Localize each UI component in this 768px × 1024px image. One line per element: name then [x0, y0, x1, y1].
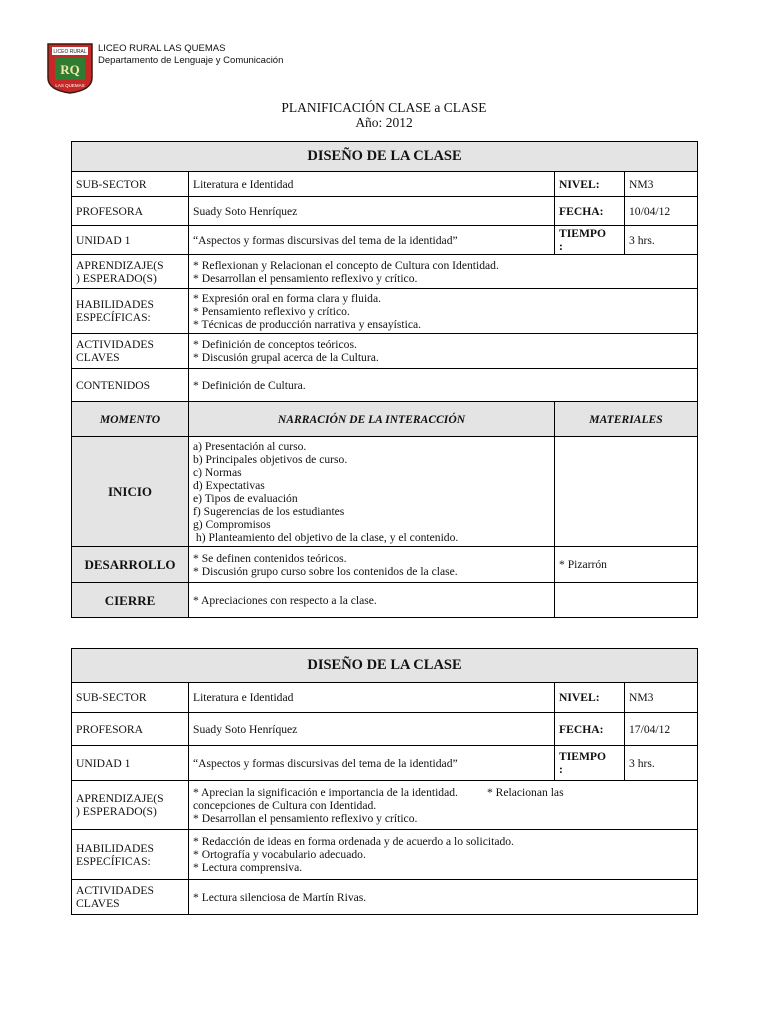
unidad-value: “Aspectos y formas discursivas del tema de la identidad” [189, 746, 555, 781]
logo-text-top: LICEO RURAL [53, 49, 87, 55]
cierre-narration: * Apreciaciones con respecto a la clase. [189, 583, 555, 618]
desarrollo-narration [189, 547, 555, 583]
actividades-value: * Lectura silenciosa de Martín Rivas. [189, 880, 698, 915]
list-item: d) Expectativas [193, 478, 265, 492]
aprendizajes-value [189, 781, 698, 830]
list-item: * Redacción de ideas en forma ordenada y de acuerdo a lo solicitado. [193, 835, 514, 848]
actividades-label-line: CLAVES [76, 351, 120, 364]
list-item: * Se definen contenidos teóricos. [193, 551, 347, 565]
list-item: concepciones de Cultura con Identidad. [193, 798, 377, 812]
table-heading: DISEÑO DE LA CLASE [72, 142, 698, 172]
contenidos-label: CONTENIDOS [72, 369, 189, 402]
aprendizajes-label-line: ) ESPERADO(S) [76, 271, 157, 285]
tiempo-value: 3 hrs. [625, 746, 698, 781]
tiempo-label [555, 746, 625, 781]
habilidades-value [189, 289, 698, 334]
list-item-text: * Aprecian la significación e importancia de la identidad. [193, 785, 458, 799]
column-header-narracion: NARRACIÓN DE LA INTERACCIÓN [189, 402, 555, 437]
habilidades-label-line: ESPECÍFICAS: [76, 311, 151, 324]
department-name: Departamento de Lenguaje y Comunicación [98, 55, 284, 66]
list-item: h) Planteamiento del objetivo de la clase, y el contenido. [193, 530, 459, 544]
aprendizajes-label-line: APRENDIZAJE(S [76, 792, 164, 805]
list-item: * Desarrollan el pensamiento reflexivo y crítico. [193, 811, 418, 825]
actividades-value [189, 334, 698, 369]
list-item: f) Sugerencias de los estudiantes [193, 504, 345, 518]
logo-text-bottom: LAS QUEMAS [55, 83, 85, 88]
actividades-label-line: ACTIVIDADES [76, 884, 154, 897]
list-item [193, 786, 693, 799]
fecha-value: 17/04/12 [625, 713, 698, 746]
tiempo-label-text: TIEMPO [559, 750, 607, 763]
habilidades-label [72, 289, 189, 334]
tiempo-value: 3 hrs. [625, 226, 698, 255]
list-item: a) Presentación al curso. [193, 439, 307, 453]
list-item: * Reflexionan y Relacionan el concepto de Cultura con Identidad. [193, 258, 499, 272]
column-header-momento: MOMENTO [72, 402, 189, 437]
list-item: * Ortografía y vocabulario adecuado. [193, 848, 366, 861]
habilidades-value [189, 830, 698, 880]
aprendizajes-label-line: APRENDIZAJE(S [76, 258, 164, 272]
list-item: * Técnicas de producción narrativa y ensayística. [193, 317, 422, 331]
habilidades-label-line: HABILIDADES [76, 841, 154, 855]
phase-desarrollo: DESARROLLO [72, 547, 189, 583]
list-item: * Definición de conceptos teóricos. [193, 338, 357, 351]
tiempo-label-colon: : [559, 240, 563, 253]
actividades-label-line: CLAVES [76, 897, 120, 910]
phase-cierre: CIERRE [72, 583, 189, 618]
inicio-materials [555, 437, 698, 547]
school-name: LICEO RURAL LAS QUEMAS [98, 43, 226, 54]
profesora-value: Suady Soto Henríquez [189, 197, 555, 226]
nivel-label: NIVEL: [555, 683, 625, 713]
list-item-text: * Relacionan las [486, 785, 564, 799]
list-item: * Expresión oral en forma clara y fluida. [193, 291, 382, 305]
fecha-label: FECHA: [555, 713, 625, 746]
habilidades-label-line: ESPECÍFICAS: [76, 854, 151, 868]
column-header-materiales: MATERIALES [555, 402, 698, 437]
list-item: * Lectura comprensiva. [193, 861, 303, 874]
tiempo-label-colon: : [559, 763, 563, 776]
list-item: * Pensamiento reflexivo y crítico. [193, 304, 350, 318]
list-item: * Discusión grupo curso sobre los contenidos de la clase. [193, 564, 458, 578]
document-year: Año: 2012 [355, 115, 413, 130]
list-item: g) Compromisos [193, 517, 271, 531]
inicio-narration [189, 437, 555, 547]
fecha-value: 10/04/12 [625, 197, 698, 226]
school-logo [46, 42, 94, 94]
document-title: PLANIFICACIÓN CLASE a CLASE [281, 100, 487, 115]
profesora-value: Suady Soto Henríquez [189, 713, 555, 746]
list-item: b) Principales objetivos de curso. [193, 452, 348, 466]
tiempo-label [555, 226, 625, 255]
subsector-value: Literatura e Identidad [189, 683, 555, 713]
nivel-value: NM3 [625, 172, 698, 197]
class-design-table-2 [71, 648, 698, 915]
unidad-value: “Aspectos y formas discursivas del tema de la identidad” [189, 226, 555, 255]
unidad-label: UNIDAD 1 [72, 746, 189, 781]
phase-inicio: INICIO [72, 437, 189, 547]
aprendizajes-label-line: ) ESPERADO(S) [76, 805, 157, 818]
habilidades-label [72, 830, 189, 880]
nivel-value: NM3 [625, 683, 698, 713]
logo-text-mid: RQ [60, 62, 80, 77]
cierre-materials [555, 583, 698, 618]
school-header [98, 43, 283, 67]
habilidades-label-line: HABILIDADES [76, 298, 154, 311]
list-item: * Desarrollan el pensamiento reflexivo y crítico. [193, 271, 418, 285]
aprendizajes-value [189, 255, 698, 289]
class-design-table-1 [71, 141, 698, 618]
contenidos-value: * Definición de Cultura. [189, 369, 698, 402]
list-item: e) Tipos de evaluación [193, 491, 298, 505]
list-item: c) Normas [193, 465, 242, 479]
actividades-label [72, 334, 189, 369]
tiempo-label-text: TIEMPO [559, 227, 607, 240]
nivel-label: NIVEL: [555, 172, 625, 197]
list-item: * Discusión grupal acerca de la Cultura. [193, 351, 379, 364]
actividades-label [72, 880, 189, 915]
profesora-label: PROFESORA [72, 713, 189, 746]
subsector-label: SUB-SECTOR [72, 683, 189, 713]
aprendizajes-label [72, 255, 189, 289]
aprendizajes-label [72, 781, 189, 830]
subsector-value: Literatura e Identidad [189, 172, 555, 197]
subsector-label: SUB-SECTOR [72, 172, 189, 197]
fecha-label: FECHA: [555, 197, 625, 226]
table-heading: DISEÑO DE LA CLASE [72, 649, 698, 683]
desarrollo-materials: * Pizarrón [555, 547, 698, 583]
profesora-label: PROFESORA [72, 197, 189, 226]
actividades-label-line: ACTIVIDADES [76, 338, 154, 351]
unidad-label: UNIDAD 1 [72, 226, 189, 255]
